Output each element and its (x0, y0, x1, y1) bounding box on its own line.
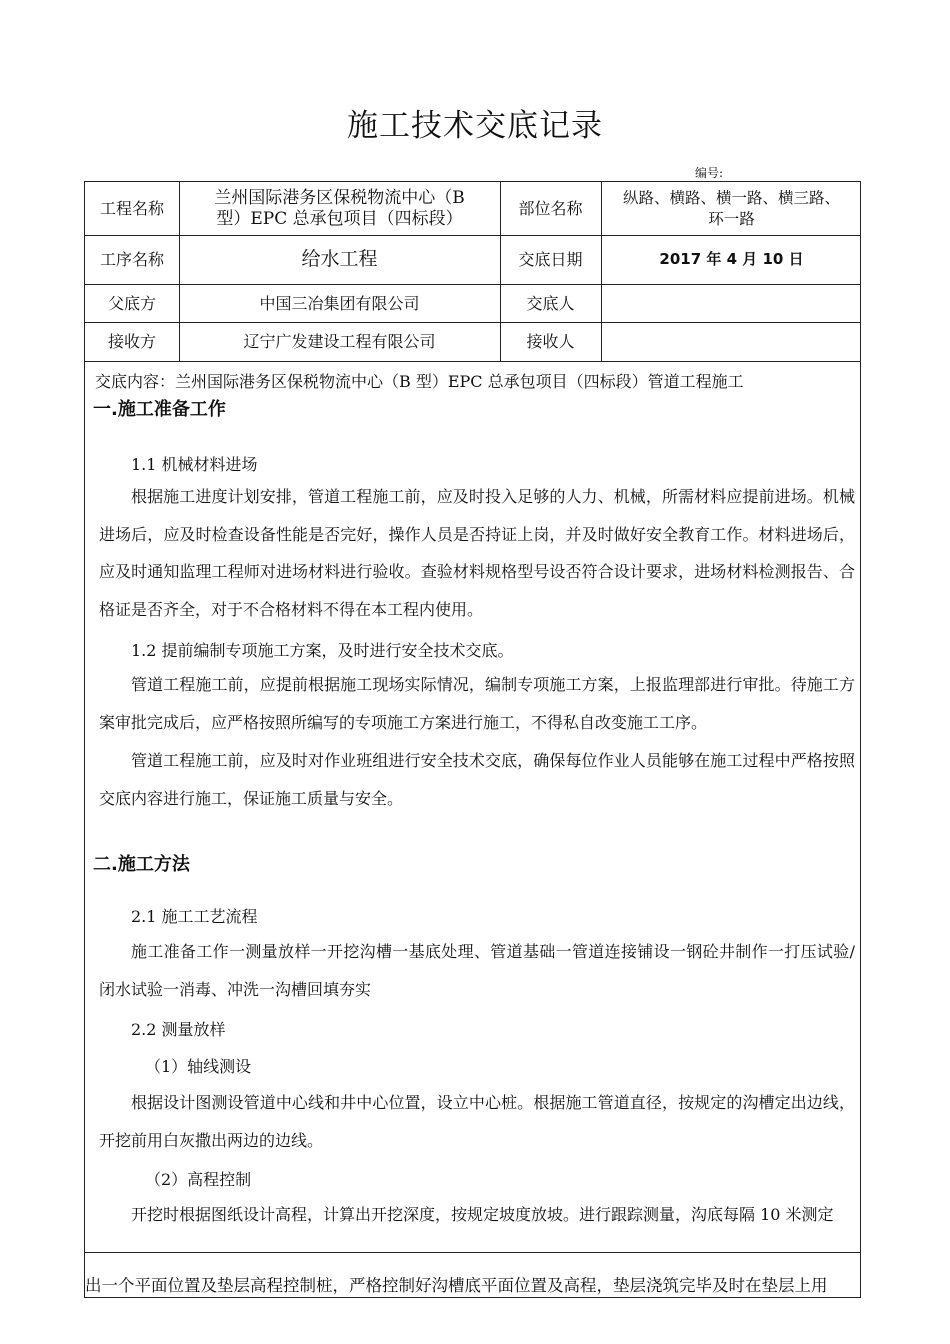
giver-org-value: 中国三冶集团有限公司 (259, 293, 420, 313)
handover-date-value: 2017 年 4 月 10 日 (659, 250, 804, 268)
part-name-line2: 环一路 (708, 209, 755, 228)
row-divider (85, 1252, 860, 1253)
record-table (84, 181, 861, 1298)
subheading-2-2-2: （2）高程控制 (145, 1170, 252, 1189)
subheading-2-1: 2.1 施工工艺流程 (131, 907, 258, 926)
subheading-2-2-1: （1）轴线测设 (145, 1057, 252, 1076)
paragraph-1-2-b: 管道工程施工前，应及时对作业班组进行安全技术交底，确保每位作业人员能够在施工过程中严格按照交底内容进行施工，保证施工质量与安全。 (99, 751, 855, 808)
process-name-value: 给水工程 (301, 248, 378, 270)
receiver-person-label: 接收人 (526, 332, 575, 351)
subheading-1-1: 1.1 机械材料进场 (131, 455, 258, 474)
part-name-line1: 纵路、横路、横一路、横三路、 (622, 188, 840, 207)
project-name-value (179, 182, 500, 235)
giver-person-value (601, 284, 862, 322)
giver-person-label: 交底人 (526, 293, 575, 313)
part-name-value (601, 182, 862, 235)
handover-content-line: 交底内容：兰州国际港务区保税物流中心（B 型）EPC 总承包项目（四标段）管道工程施工 (95, 372, 744, 391)
part-name-label: 部位名称 (518, 199, 583, 218)
section-heading-prep: 一.施工准备工作 (93, 399, 226, 420)
document-title: 施工技术交底记录 (347, 108, 603, 144)
row-divider (85, 361, 860, 362)
subheading-1-2: 1.2 提前编制专项施工方案，及时进行安全技术交底。 (131, 641, 514, 660)
paragraph-2-2-2: 开挖时根据图纸设计高程，计算出开挖深度，按规定坡度放坡。进行跟踪测量，沟底每隔 10 米测定 (131, 1205, 834, 1224)
process-name-label: 工序名称 (99, 250, 164, 269)
handover-date-label: 交底日期 (518, 250, 583, 269)
receiver-org-label: 接收方 (107, 332, 156, 351)
giver-org-label: 父底方 (107, 293, 156, 313)
paragraph-2-1: 施工准备工作一测量放样一开挖沟槽一基底处理、管道基础一管道连接铺设一钢砼井制作一打压试验/闭水试验一消毒、冲洗一沟槽回填夯实 (99, 942, 855, 999)
serial-number-label: 编号: (695, 166, 724, 180)
subheading-2-2: 2.2 测量放样 (131, 1020, 226, 1039)
paragraph-1-2-a: 管道工程施工前，应提前根据施工现场实际情况，编制专项施工方案，上报监理部进行审批。待施工方案审批完成后，应严格按照所编写的专项施工方案进行施工，不得私自改变施工工序。 (99, 675, 855, 732)
receiver-person-value (601, 322, 862, 361)
project-name-line2: 型）EPC 总承包项目（四标段） (216, 208, 463, 229)
paragraph-2-2-1: 根据设计图测设管道中心线和井中心位置，设立中心桩。根据施工管道直径，按规定的沟槽定出边线，开挖前用白灰撒出两边的边线。 (99, 1093, 855, 1150)
receiver-org-value: 辽宁广发建设工程有限公司 (243, 332, 436, 351)
project-name-line1: 兰州国际港务区保税物流中心（B (214, 187, 465, 208)
continuation-line: 出一个平面位置及垫层高程控制桩，严格控制好沟槽底平面位置及高程，垫层浇筑完毕及时在垫层上用 (85, 1276, 828, 1295)
paragraph-1-1: 根据施工进度计划安排，管道工程施工前，应及时投入足够的人力、机械，所需材料应提前进场。机械进场后，应及时检查设备性能是否完好，操作人员是否持证上岗，并及时做好安全教育工作。材料进场后，应及时通知监理工程师对进场材料进行验收。查验材料规格型号设否符合设计要求，进场材料检测报告、合格证是否齐全，对于不合格材料不得在本工程内使用。 (99, 487, 855, 619)
section-heading-method: 二.施工方法 (93, 854, 190, 875)
project-name-label: 工程名称 (99, 199, 164, 218)
